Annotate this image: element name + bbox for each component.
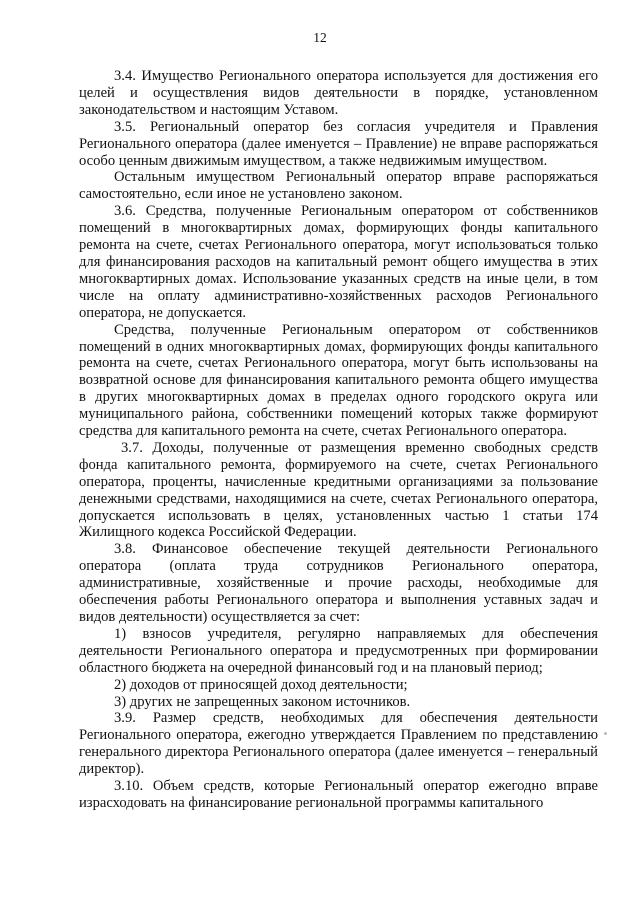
scan-speck xyxy=(604,732,607,735)
paragraph-3-5: 3.5. Региональный оператор без согласия учредителя и Правления Регионального оператора (далее именуется – Правление) не вправе распоряжаться особо ценным движимым имуществом, а также недвижимым имуществом. xyxy=(79,118,598,169)
document-body xyxy=(79,68,598,812)
paragraph-3-4: 3.4. Имущество Регионального оператора используется для достижения его целей и осуществления видов деятельности в порядке, установленном законодательством и настоящим Уставом. xyxy=(79,68,598,118)
list-item-2: 2) доходов от приносящей доход деятельности; xyxy=(114,676,408,693)
paragraph-3-10: 3.10. Объем средств, которые Региональный оператор ежегодно вправе израсходовать на финансирование региональной программы капитального xyxy=(79,778,598,811)
list-item-1: 1) взносов учредителя, регулярно направляемых для обеспечения деятельности Регионального оператора и предусмотренных при формировании областного бюджета на очередной финансовый год и на плановый период; xyxy=(79,625,598,676)
paragraph-3-6-cont: Средства, полученные Региональным оператором от собственников помещений в одних многоквартирных домах, формирующих фонды капитального ремонта на счете, счетах Регионального оператора, могут быть использованы на возвратной основе для финансирования капитального ремонта общего имущества в других многоквартирных домах в пределах одного городского округа или муниципального района, собственники помещений которых также формируют средства для капитального ремонта на счете, счетах Регионального оператора. xyxy=(79,321,598,440)
list-item-3: 3) других не запрещенных законом источников. xyxy=(114,693,411,710)
paragraph-3-5-cont: Остальным имуществом Региональный оператор вправе распоряжаться самостоятельно, если иное не установлено законом. xyxy=(79,169,598,203)
paragraph-3-7: 3.7. Доходы, полученные от размещения временно свободных средств фонда капитального ремонта, формируемого на счете, счетах Регионального оператора, проценты, начисленные кредитными организациями за пользование денежными средствами, находящимися на счете, счетах Регионального оператора, допускается использовать в целях, установленных частью 1 статьи 174 Жилищного кодекса Российской Федерации. xyxy=(79,439,598,541)
paragraph-3-9: 3.9. Размер средств, необходимых для обеспечения деятельности Регионального оператора, ежегодно утверждается Правлением по представлению генерального директора Регионального оператора (далее именуется – генеральный директор). xyxy=(79,710,598,778)
paragraph-3-6: 3.6. Средства, полученные Региональным оператором от собственников помещений в многоквартирных домах, формирующих фонды капитального ремонта на счете, счетах Регионального оператора, могут использоваться только для финансирования расходов на капитальный ремонт общего имущества в этих многоквартирных домах. Использование указанных средств на иные цели, в том числе на оплату административно-хозяйственных расходов Регионального оператора, не допускается. xyxy=(79,203,598,321)
page-number: 12 xyxy=(313,30,327,45)
paragraph-3-8: 3.8. Финансовое обеспечение текущей деятельности Регионального оператора (оплата труда сотрудников Регионального оператора, административные, хозяйственные и прочие расходы, необходимые для обеспечения работы Регионального оператора и выполнения уставных задач и видов деятельности) осуществляется за счет: xyxy=(79,541,598,625)
